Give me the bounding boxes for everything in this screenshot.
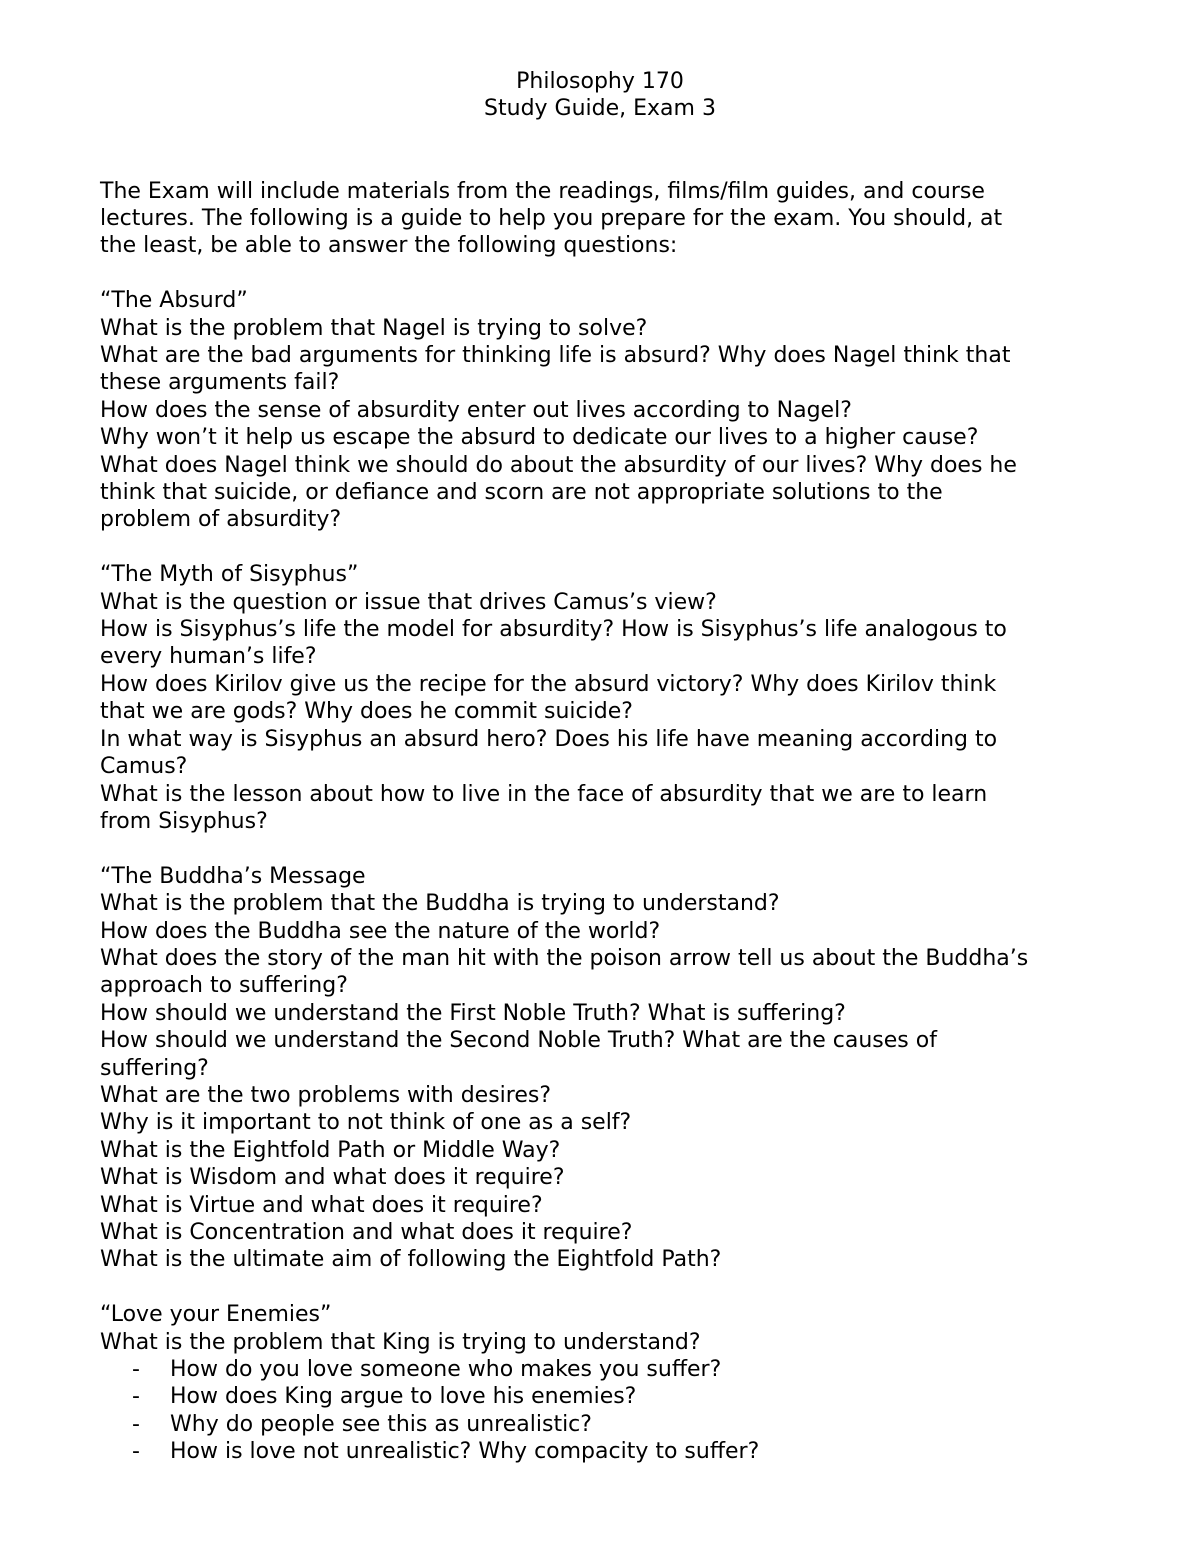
question-line: How is Sisyphus’s life the model for absurdity? How is Sisyphus’s life analogous to	[100, 617, 1007, 643]
spacer	[100, 534, 1110, 561]
question-line: What does Nagel think we should do about the absurdity of our lives? Why does he	[100, 452, 1017, 478]
document-page	[100, 68, 1110, 1466]
bullet-list	[100, 1356, 1110, 1466]
bullet-item	[100, 1438, 1110, 1465]
question-line: What is the question or issue that drives Camus’s view?	[100, 589, 717, 615]
question-line: How should we understand the First Noble Truth? What is suffering?	[100, 1000, 846, 1026]
section-buddhas-message	[100, 863, 1110, 1274]
section-title: “The Buddha’s Message	[100, 863, 366, 889]
question-line: What is the problem that Nagel is trying to solve?	[100, 315, 648, 341]
question-line: every human’s life?	[100, 644, 317, 670]
section-title: “Love your Enemies”	[100, 1302, 332, 1328]
section-the-absurd	[100, 287, 1110, 534]
section-love-your-enemies	[100, 1301, 1110, 1465]
question-line: that we are gods? Why does he commit suicide?	[100, 699, 633, 725]
bullet-text: Why do people see this as unrealistic?	[170, 1411, 592, 1437]
spacer	[100, 123, 1110, 150]
question-line: What is the problem that King is trying to understand?	[100, 1329, 701, 1355]
dash-bullet: -	[132, 1357, 140, 1382]
intro-line: lectures. The following is a guide to help you prepare for the exam. You should, at	[100, 206, 1003, 231]
question-line: In what way is Sisyphus an absurd hero? Does his life have meaning according to	[100, 726, 998, 752]
question-line: What are the two problems with desires?	[100, 1082, 551, 1108]
question-line: How does the Buddha see the nature of the world?	[100, 918, 661, 944]
bullet-text: How does King argue to love his enemies?	[170, 1384, 637, 1410]
question-line: What is the ultimate aim of following the Eightfold Path?	[100, 1247, 722, 1273]
question-line: How does Kirilov give us the recipe for the absurd victory? Why does Kirilov think	[100, 671, 997, 697]
bullet-item	[100, 1383, 1110, 1410]
question-line: How should we understand the Second Noble Truth? What are the causes of	[100, 1028, 937, 1054]
intro-line: the least, be able to answer the following questions:	[100, 233, 678, 259]
question-line: these arguments fail?	[100, 370, 340, 396]
bullet-item	[100, 1356, 1110, 1383]
question-line: approach to suffering?	[100, 973, 348, 999]
question-line: What are the bad arguments for thinking life is absurd? Why does Nagel think that	[100, 343, 1011, 369]
bullet-text: How is love not unrealistic? Why compacity to suffer?	[170, 1439, 760, 1465]
question-line: think that suicide, or defiance and scorn are not appropriate solutions to the	[100, 480, 943, 506]
course-title: Philosophy 170	[516, 69, 684, 94]
spacer	[100, 1274, 1110, 1301]
dash-bullet: -	[132, 1411, 140, 1437]
question-line: What does the story of the man hit with the poison arrow tell us about the Buddha’s	[100, 945, 1029, 971]
dash-bullet: -	[132, 1439, 140, 1465]
question-line: What is the problem that the Buddha is trying to understand?	[100, 891, 780, 917]
question-line: What is Virtue and what does it require?	[100, 1192, 543, 1218]
question-line: What is Concentration and what does it require?	[100, 1219, 633, 1245]
document-header	[100, 68, 1100, 123]
intro-paragraph	[100, 178, 1110, 260]
question-line: What is the Eightfold Path or Middle Way?	[100, 1137, 561, 1163]
intro-line: The Exam will include materials from the readings, films/film guides, and course	[100, 178, 985, 204]
question-line: suffering?	[100, 1055, 209, 1081]
question-line: problem of absurdity?	[100, 507, 342, 533]
spacer	[100, 835, 1110, 862]
document-subtitle: Study Guide, Exam 3	[484, 96, 716, 122]
dash-bullet: -	[132, 1384, 140, 1410]
bullet-text: How do you love someone who makes you suffer?	[170, 1357, 722, 1382]
question-line: What is the lesson about how to live in the face of absurdity that we are to learn	[100, 781, 988, 807]
bullet-item	[100, 1411, 1110, 1438]
question-line: from Sisyphus?	[100, 808, 268, 834]
section-title: “The Myth of Sisyphus”	[100, 562, 359, 588]
spacer	[100, 260, 1110, 287]
question-line: Why is it important to not think of one as a self?	[100, 1110, 632, 1136]
question-line: What is Wisdom and what does it require?	[100, 1165, 565, 1191]
section-title: “The Absurd”	[100, 288, 248, 314]
question-line: Camus?	[100, 754, 188, 780]
section-myth-of-sisyphus	[100, 561, 1110, 835]
question-line: How does the sense of absurdity enter out lives according to Nagel?	[100, 397, 852, 423]
question-line: Why won’t it help us escape the absurd to dedicate our lives to a higher cause?	[100, 425, 979, 451]
spacer	[100, 150, 1110, 177]
